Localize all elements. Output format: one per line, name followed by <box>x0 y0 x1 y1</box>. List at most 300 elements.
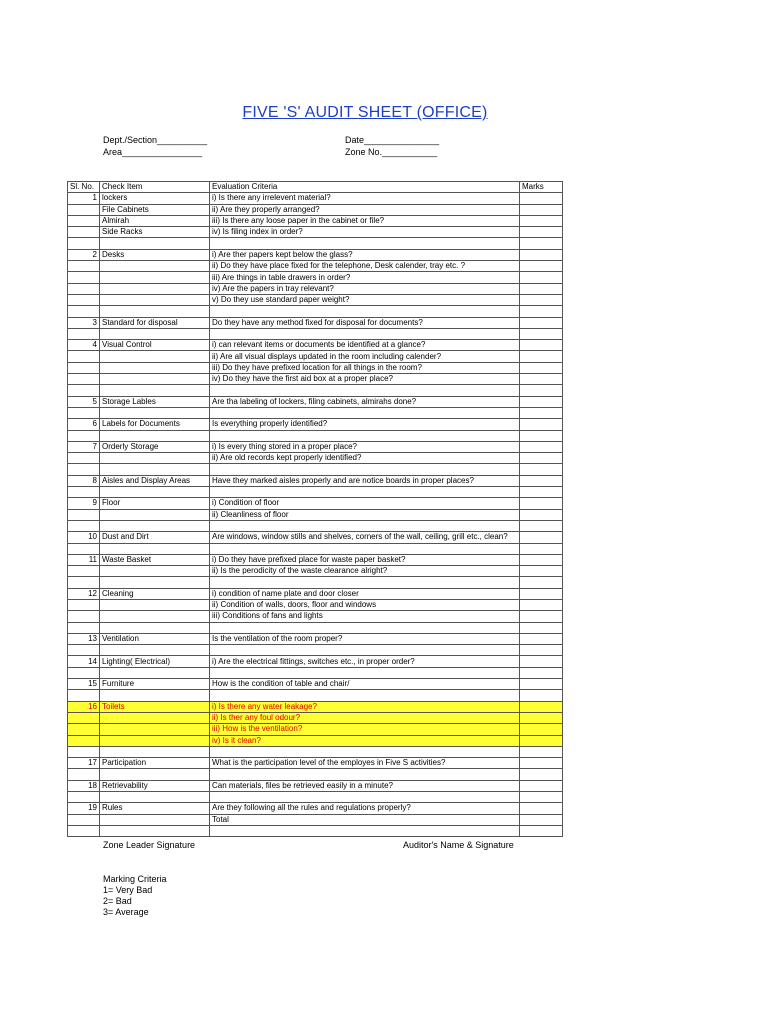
row-marks-cell[interactable] <box>520 679 563 690</box>
row-criteria: Is everything properly identified? <box>210 419 520 430</box>
row-check-item <box>100 769 210 780</box>
row-check-item <box>100 453 210 464</box>
row-marks-cell[interactable] <box>520 577 563 588</box>
table-row <box>68 407 563 418</box>
row-sl-no <box>68 577 100 588</box>
row-sl-no <box>68 238 100 249</box>
row-check-item <box>100 487 210 498</box>
row-marks-cell[interactable] <box>520 792 563 803</box>
sheet-title: FIVE 'S' AUDIT SHEET (OFFICE) <box>242 104 488 121</box>
row-marks-cell[interactable] <box>520 633 563 644</box>
row-marks-cell[interactable] <box>520 396 563 407</box>
row-criteria: ii) Do they have place fixed for the telephone, Desk calender, tray etc. ? <box>210 261 520 272</box>
row-criteria: ii) Condition of walls, doors, floor and windows <box>210 599 520 610</box>
row-check-item <box>100 825 210 836</box>
row-marks-cell[interactable] <box>520 215 563 226</box>
row-criteria: Are they following all the rules and regulations properly? <box>210 803 520 814</box>
table-row <box>68 825 563 836</box>
marking-criteria-1: 1= Very Bad <box>103 885 153 895</box>
table-row <box>68 656 563 667</box>
row-criteria: Are tha labeling of lockers, filing cabinets, almirahs done? <box>210 396 520 407</box>
row-check-item: Ventilation <box>100 633 210 644</box>
dept-section-field: Dept./Section__________ <box>103 135 208 145</box>
row-criteria: ii) Are they properly arranged? <box>210 204 520 215</box>
row-sl-no <box>68 543 100 554</box>
row-marks-cell[interactable] <box>520 543 563 554</box>
row-sl-no <box>68 520 100 531</box>
table-row <box>68 340 563 351</box>
row-marks-cell[interactable] <box>520 283 563 294</box>
row-marks-cell[interactable] <box>520 599 563 610</box>
row-sl-no <box>68 566 100 577</box>
row-marks-cell[interactable] <box>520 227 563 238</box>
row-criteria <box>210 487 520 498</box>
row-criteria: i) Is there any water leakage? <box>210 701 520 712</box>
row-sl-no <box>68 735 100 746</box>
row-marks-cell[interactable] <box>520 306 563 317</box>
row-criteria <box>210 622 520 633</box>
row-criteria <box>210 306 520 317</box>
row-criteria: iv) Is it clean? <box>210 735 520 746</box>
table-row <box>68 294 563 305</box>
row-marks-cell[interactable] <box>520 509 563 520</box>
row-criteria: i) condition of name plate and door closer <box>210 588 520 599</box>
row-criteria: Have they marked aisles properly and are notice boards in proper places? <box>210 475 520 486</box>
row-sl-no: 8 <box>68 475 100 486</box>
row-check-item <box>100 520 210 531</box>
row-sl-no <box>68 328 100 339</box>
row-criteria: ii) Cleanliness of floor <box>210 509 520 520</box>
row-criteria: iii) Is there any loose paper in the cabinet or file? <box>210 215 520 226</box>
row-check-item <box>100 645 210 656</box>
table-row <box>68 351 563 362</box>
row-criteria: iii) How is the ventilation? <box>210 724 520 735</box>
row-marks-cell[interactable] <box>520 351 563 362</box>
date-field: Date_______________ <box>345 135 440 145</box>
table-row <box>68 317 563 328</box>
row-criteria <box>210 430 520 441</box>
row-criteria: i) Is every thing stored in a proper place? <box>210 441 520 452</box>
row-sl-no <box>68 712 100 723</box>
row-sl-no <box>68 306 100 317</box>
row-check-item: Rules <box>100 803 210 814</box>
row-check-item <box>100 712 210 723</box>
row-check-item: Cleaning <box>100 588 210 599</box>
row-marks-cell[interactable] <box>520 317 563 328</box>
table-row <box>68 701 563 712</box>
row-check-item: Side Racks <box>100 227 210 238</box>
table-row <box>68 306 563 317</box>
row-marks-cell[interactable] <box>520 294 563 305</box>
row-marks-cell[interactable] <box>520 611 563 622</box>
row-check-item: Dust and Dirt <box>100 532 210 543</box>
table-row <box>68 814 563 825</box>
table-row <box>68 543 563 554</box>
row-criteria: ii) Are all visual displays updated in the room including calender? <box>210 351 520 362</box>
row-marks-cell[interactable] <box>520 724 563 735</box>
row-criteria: i) can relevant items or documents be identified at a glance? <box>210 340 520 351</box>
row-criteria <box>210 690 520 701</box>
row-sl-no <box>68 215 100 226</box>
row-criteria: iii) Conditions of fans and lights <box>210 611 520 622</box>
row-check-item: lockers <box>100 193 210 204</box>
marking-criteria-2: 2= Bad <box>103 896 132 906</box>
row-marks-cell[interactable] <box>520 419 563 430</box>
table-row <box>68 385 563 396</box>
table-row <box>68 509 563 520</box>
row-marks-cell[interactable] <box>520 520 563 531</box>
row-marks-cell[interactable] <box>520 193 563 204</box>
row-marks-cell[interactable] <box>520 645 563 656</box>
row-check-item <box>100 509 210 520</box>
row-check-item <box>100 374 210 385</box>
zone-no-field: Zone No.___________ <box>345 147 438 157</box>
table-row <box>68 261 563 272</box>
row-check-item <box>100 351 210 362</box>
table-row <box>68 566 563 577</box>
table-row <box>68 453 563 464</box>
row-criteria <box>210 543 520 554</box>
row-marks-cell[interactable] <box>520 340 563 351</box>
row-check-item <box>100 430 210 441</box>
row-sl-no <box>68 792 100 803</box>
row-marks-cell[interactable] <box>520 475 563 486</box>
row-sl-no <box>68 814 100 825</box>
row-marks-cell[interactable] <box>520 803 563 814</box>
row-sl-no <box>68 622 100 633</box>
row-sl-no <box>68 769 100 780</box>
row-sl-no <box>68 453 100 464</box>
row-criteria <box>210 407 520 418</box>
row-sl-no: 13 <box>68 633 100 644</box>
row-marks-cell[interactable] <box>520 735 563 746</box>
table-row <box>68 520 563 531</box>
table-row <box>68 215 563 226</box>
table-row <box>68 611 563 622</box>
row-marks-cell[interactable] <box>520 554 563 565</box>
table-row <box>68 645 563 656</box>
table-row <box>68 780 563 791</box>
row-check-item <box>100 611 210 622</box>
row-criteria: iii) Are things in table drawers in order? <box>210 272 520 283</box>
row-criteria: i) Are ther papers kept below the glass? <box>210 249 520 260</box>
row-check-item <box>100 667 210 678</box>
row-check-item: Waste Basket <box>100 554 210 565</box>
row-check-item: Storage Lables <box>100 396 210 407</box>
area-field: Area________________ <box>103 147 203 157</box>
table-row <box>68 724 563 735</box>
row-marks-cell[interactable] <box>520 746 563 757</box>
row-marks-cell[interactable] <box>520 814 563 825</box>
table-row <box>68 204 563 215</box>
header-marks: Marks <box>520 182 563 193</box>
row-marks-cell[interactable] <box>520 441 563 452</box>
row-check-item <box>100 599 210 610</box>
row-marks-cell[interactable] <box>520 453 563 464</box>
table-row <box>68 283 563 294</box>
row-marks-cell[interactable] <box>520 498 563 509</box>
row-check-item <box>100 464 210 475</box>
row-criteria <box>210 645 520 656</box>
row-marks-cell[interactable] <box>520 204 563 215</box>
row-sl-no <box>68 746 100 757</box>
row-check-item: Orderly Storage <box>100 441 210 452</box>
row-sl-no <box>68 487 100 498</box>
row-criteria: iii) Do they have prefixed location for all things in the room? <box>210 362 520 373</box>
row-marks-cell[interactable] <box>520 825 563 836</box>
row-check-item: Aisles and Display Areas <box>100 475 210 486</box>
row-criteria: i) Do they have prefixed place for waste paper basket? <box>210 554 520 565</box>
row-sl-no: 9 <box>68 498 100 509</box>
row-criteria <box>210 825 520 836</box>
row-marks-cell[interactable] <box>520 780 563 791</box>
row-criteria: ii) Are old records kept properly identified? <box>210 453 520 464</box>
row-check-item <box>100 238 210 249</box>
row-criteria: i) Are the electrical fittings, switches etc., in proper order? <box>210 656 520 667</box>
table-row <box>68 238 563 249</box>
row-sl-no: 18 <box>68 780 100 791</box>
row-sl-no: 1 <box>68 193 100 204</box>
row-check-item <box>100 407 210 418</box>
row-check-item <box>100 792 210 803</box>
row-check-item <box>100 724 210 735</box>
table-row <box>68 362 563 373</box>
row-sl-no <box>68 407 100 418</box>
table-row <box>68 679 563 690</box>
table-row <box>68 554 563 565</box>
row-criteria: iv) Do they have the first aid box at a proper place? <box>210 374 520 385</box>
table-row <box>68 588 563 599</box>
row-marks-cell[interactable] <box>520 385 563 396</box>
row-check-item <box>100 272 210 283</box>
zone-leader-signature-label: Zone Leader Signature <box>103 840 196 850</box>
row-criteria <box>210 520 520 531</box>
row-criteria: Can materials, files be retrieved easily in a minute? <box>210 780 520 791</box>
row-check-item: Desks <box>100 249 210 260</box>
row-sl-no <box>68 667 100 678</box>
row-check-item: Lighting( Electrical) <box>100 656 210 667</box>
row-criteria <box>210 769 520 780</box>
header-evaluation-criteria: Evaluation Criteria <box>210 182 520 193</box>
row-criteria: iv) Is filing index in order? <box>210 227 520 238</box>
row-sl-no: 4 <box>68 340 100 351</box>
row-criteria: Is the ventilation of the room proper? <box>210 633 520 644</box>
row-sl-no <box>68 351 100 362</box>
row-sl-no <box>68 261 100 272</box>
table-row <box>68 769 563 780</box>
row-criteria <box>210 577 520 588</box>
row-sl-no: 6 <box>68 419 100 430</box>
row-sl-no <box>68 227 100 238</box>
row-check-item: Visual Control <box>100 340 210 351</box>
row-check-item <box>100 735 210 746</box>
row-sl-no <box>68 374 100 385</box>
row-marks-cell[interactable] <box>520 701 563 712</box>
table-row <box>68 498 563 509</box>
row-check-item <box>100 622 210 633</box>
row-criteria: iv) Are the papers in tray relevant? <box>210 283 520 294</box>
row-sl-no <box>68 645 100 656</box>
row-criteria: Are windows, window stills and shelves, corners of the wall, ceiling, grill etc., clean? <box>210 532 520 543</box>
row-sl-no <box>68 611 100 622</box>
row-marks-cell[interactable] <box>520 407 563 418</box>
row-check-item: Standard for disposal <box>100 317 210 328</box>
row-check-item <box>100 328 210 339</box>
row-check-item <box>100 746 210 757</box>
table-row <box>68 633 563 644</box>
table-row <box>68 487 563 498</box>
row-marks-cell[interactable] <box>520 712 563 723</box>
row-sl-no <box>68 825 100 836</box>
row-check-item <box>100 294 210 305</box>
marking-criteria-title: Marking Criteria <box>103 874 167 884</box>
table-row <box>68 464 563 475</box>
row-marks-cell[interactable] <box>520 249 563 260</box>
table-row <box>68 690 563 701</box>
row-marks-cell[interactable] <box>520 667 563 678</box>
row-criteria: What is the participation level of the employes in Five S activities? <box>210 758 520 769</box>
row-sl-no <box>68 509 100 520</box>
row-criteria: i) Is there any irrelevent material? <box>210 193 520 204</box>
row-criteria: i) Condition of floor <box>210 498 520 509</box>
table-row <box>68 227 563 238</box>
row-marks-cell[interactable] <box>520 690 563 701</box>
row-criteria <box>210 328 520 339</box>
row-marks-cell[interactable] <box>520 532 563 543</box>
table-row <box>68 475 563 486</box>
row-sl-no <box>68 464 100 475</box>
row-sl-no: 7 <box>68 441 100 452</box>
header-sl-no: Sl. No. <box>68 182 100 193</box>
row-sl-no <box>68 294 100 305</box>
row-check-item <box>100 362 210 373</box>
row-check-item <box>100 385 210 396</box>
row-check-item <box>100 577 210 588</box>
row-sl-no <box>68 430 100 441</box>
row-sl-no <box>68 599 100 610</box>
row-criteria: Total <box>210 814 520 825</box>
table-row <box>68 758 563 769</box>
table-row <box>68 622 563 633</box>
row-sl-no <box>68 724 100 735</box>
row-sl-no: 11 <box>68 554 100 565</box>
table-row <box>68 374 563 385</box>
row-sl-no: 17 <box>68 758 100 769</box>
row-marks-cell[interactable] <box>520 362 563 373</box>
row-criteria: v) Do they use standard paper weight? <box>210 294 520 305</box>
row-criteria: ii) Is ther any foul odour? <box>210 712 520 723</box>
marking-criteria-3: 3= Average <box>103 907 149 917</box>
row-check-item <box>100 543 210 554</box>
row-criteria <box>210 464 520 475</box>
table-row <box>68 712 563 723</box>
row-check-item: Toilets <box>100 701 210 712</box>
row-criteria: ii) Is the perodicity of the waste clearance alright? <box>210 566 520 577</box>
row-marks-cell[interactable] <box>520 656 563 667</box>
row-marks-cell[interactable] <box>520 238 563 249</box>
row-sl-no: 3 <box>68 317 100 328</box>
row-check-item: Labels for Documents <box>100 419 210 430</box>
row-criteria <box>210 667 520 678</box>
table-row <box>68 328 563 339</box>
row-sl-no: 15 <box>68 679 100 690</box>
row-criteria: How is the condition of table and chair/ <box>210 679 520 690</box>
row-marks-cell[interactable] <box>520 464 563 475</box>
row-check-item <box>100 690 210 701</box>
table-row <box>68 746 563 757</box>
row-check-item: Almirah <box>100 215 210 226</box>
row-criteria: Do they have any method fixed for disposal for documents? <box>210 317 520 328</box>
audit-table <box>67 181 563 837</box>
row-check-item <box>100 566 210 577</box>
row-marks-cell[interactable] <box>520 487 563 498</box>
row-check-item: Furniture <box>100 679 210 690</box>
row-sl-no: 10 <box>68 532 100 543</box>
row-check-item: Retrievability <box>100 780 210 791</box>
row-marks-cell[interactable] <box>520 758 563 769</box>
row-sl-no <box>68 385 100 396</box>
table-row <box>68 430 563 441</box>
row-sl-no <box>68 272 100 283</box>
row-criteria <box>210 385 520 396</box>
row-criteria <box>210 792 520 803</box>
table-row <box>68 419 563 430</box>
row-sl-no: 14 <box>68 656 100 667</box>
row-check-item <box>100 283 210 294</box>
row-check-item <box>100 306 210 317</box>
row-sl-no: 16 <box>68 701 100 712</box>
row-marks-cell[interactable] <box>520 622 563 633</box>
table-row <box>68 735 563 746</box>
row-marks-cell[interactable] <box>520 769 563 780</box>
table-row <box>68 441 563 452</box>
row-check-item: Participation <box>100 758 210 769</box>
row-marks-cell[interactable] <box>520 588 563 599</box>
auditor-signature-label: Auditor's Name & Signature <box>403 840 514 850</box>
table-row <box>68 396 563 407</box>
table-header-row <box>68 182 563 193</box>
row-sl-no <box>68 690 100 701</box>
table-row <box>68 803 563 814</box>
row-marks-cell[interactable] <box>520 430 563 441</box>
row-check-item: File Cabinets <box>100 204 210 215</box>
row-marks-cell[interactable] <box>520 261 563 272</box>
table-row <box>68 599 563 610</box>
row-check-item <box>100 261 210 272</box>
row-criteria <box>210 746 520 757</box>
row-sl-no <box>68 204 100 215</box>
row-sl-no: 2 <box>68 249 100 260</box>
row-sl-no: 12 <box>68 588 100 599</box>
table-row <box>68 667 563 678</box>
table-row <box>68 577 563 588</box>
row-marks-cell[interactable] <box>520 374 563 385</box>
row-sl-no <box>68 362 100 373</box>
row-marks-cell[interactable] <box>520 566 563 577</box>
row-sl-no: 19 <box>68 803 100 814</box>
row-marks-cell[interactable] <box>520 328 563 339</box>
row-check-item <box>100 814 210 825</box>
row-check-item: Floor <box>100 498 210 509</box>
table-row <box>68 792 563 803</box>
row-marks-cell[interactable] <box>520 272 563 283</box>
table-row <box>68 249 563 260</box>
row-sl-no: 5 <box>68 396 100 407</box>
table-row <box>68 193 563 204</box>
row-sl-no <box>68 283 100 294</box>
table-row <box>68 272 563 283</box>
row-criteria <box>210 238 520 249</box>
